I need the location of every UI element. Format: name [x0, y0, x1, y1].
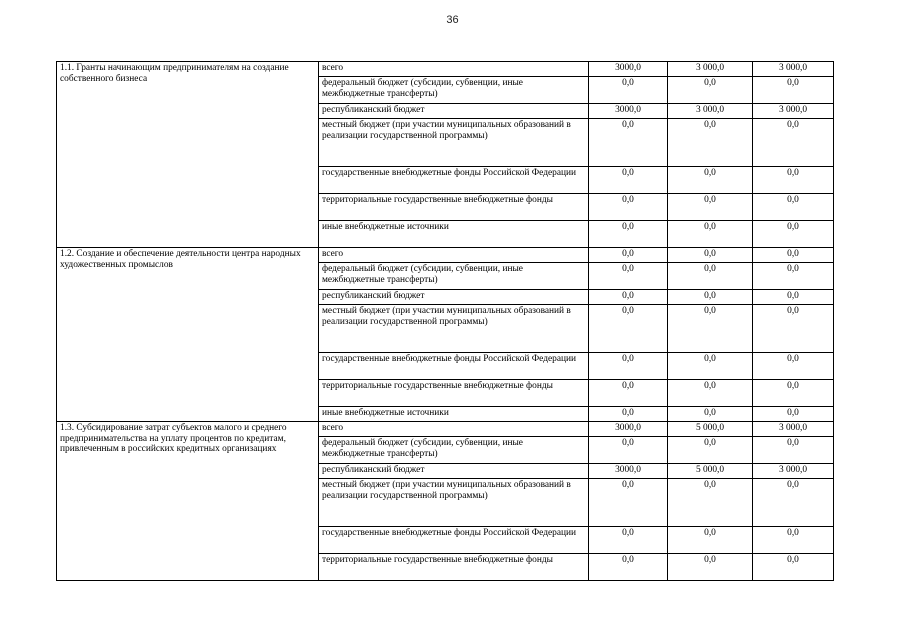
- amount-cell: 0,0: [589, 248, 668, 263]
- amount-cell: 0,0: [753, 77, 834, 104]
- amount-cell: 0,0: [589, 119, 668, 167]
- amount-cell: 0,0: [589, 305, 668, 353]
- amount-cell: 0,0: [668, 380, 753, 407]
- funding-source: республиканский бюджет: [319, 464, 589, 479]
- amount-cell: 0,0: [589, 479, 668, 527]
- amount-cell: 0,0: [753, 119, 834, 167]
- amount-cell: 3 000,0: [753, 464, 834, 479]
- amount-cell: 0,0: [753, 527, 834, 554]
- amount-cell: 0,0: [753, 305, 834, 353]
- amount-cell: 0,0: [589, 527, 668, 554]
- table-row: [57, 422, 834, 437]
- funding-source: территориальные государственные внебюджетные фонды: [319, 380, 589, 407]
- amount-cell: 0,0: [668, 119, 753, 167]
- amount-cell: 0,0: [668, 221, 753, 248]
- funding-source: республиканский бюджет: [319, 104, 589, 119]
- amount-cell: 0,0: [753, 554, 834, 581]
- amount-cell: 0,0: [753, 380, 834, 407]
- amount-cell: 0,0: [753, 221, 834, 248]
- amount-cell: 0,0: [668, 248, 753, 263]
- amount-cell: 0,0: [589, 437, 668, 464]
- funding-source: всего: [319, 422, 589, 437]
- amount-cell: 0,0: [589, 263, 668, 290]
- amount-cell: 0,0: [753, 479, 834, 527]
- funding-source: федеральный бюджет (субсидии, субвенции, иные межбюджетные трансферты): [319, 77, 589, 104]
- amount-cell: 5 000,0: [668, 422, 753, 437]
- budget-table: [56, 61, 834, 581]
- amount-cell: 0,0: [753, 290, 834, 305]
- amount-cell: 0,0: [589, 221, 668, 248]
- funding-source: территориальные государственные внебюджетные фонды: [319, 554, 589, 581]
- amount-cell: 3000,0: [589, 62, 668, 77]
- amount-cell: 3 000,0: [753, 422, 834, 437]
- funding-source: местный бюджет (при участии муниципальных образований в реализации государственной программы): [319, 119, 589, 167]
- amount-cell: 0,0: [668, 527, 753, 554]
- amount-cell: 0,0: [753, 353, 834, 380]
- amount-cell: 0,0: [668, 263, 753, 290]
- measure-title: 1.2. Создание и обеспечение деятельности центра народных художественных промыслов: [57, 248, 319, 422]
- funding-source: иные внебюджетные источники: [319, 221, 589, 248]
- amount-cell: 5 000,0: [668, 464, 753, 479]
- measure-title: 1.3. Субсидирование затрат субъектов малого и среднего предпринимательства на уплату процентов по кредитам, привлеченным в российских кредитных организациях: [57, 422, 319, 581]
- amount-cell: 0,0: [668, 290, 753, 305]
- amount-cell: 0,0: [589, 194, 668, 221]
- amount-cell: 0,0: [668, 194, 753, 221]
- amount-cell: 3 000,0: [668, 62, 753, 77]
- amount-cell: 0,0: [589, 290, 668, 305]
- amount-cell: 0,0: [753, 437, 834, 464]
- amount-cell: 0,0: [589, 167, 668, 194]
- amount-cell: 0,0: [589, 353, 668, 380]
- funding-source: иные внебюджетные источники: [319, 407, 589, 422]
- funding-source: местный бюджет (при участии муниципальных образований в реализации государственной программы): [319, 305, 589, 353]
- page-number: 36: [446, 14, 459, 26]
- amount-cell: 3 000,0: [753, 62, 834, 77]
- amount-cell: 0,0: [668, 77, 753, 104]
- amount-cell: 3000,0: [589, 104, 668, 119]
- amount-cell: 0,0: [753, 248, 834, 263]
- funding-source: всего: [319, 62, 589, 77]
- budget-table-body: [57, 62, 834, 581]
- funding-source: федеральный бюджет (субсидии, субвенции, иные межбюджетные трансферты): [319, 263, 589, 290]
- funding-source: местный бюджет (при участии муниципальных образований в реализации государственной программы): [319, 479, 589, 527]
- amount-cell: 0,0: [668, 437, 753, 464]
- table-row: [57, 62, 834, 77]
- amount-cell: 0,0: [589, 77, 668, 104]
- measure-title: 1.1. Гранты начинающим предпринимателям на создание собственного бизнеса: [57, 62, 319, 248]
- funding-source: государственные внебюджетные фонды Российской Федерации: [319, 353, 589, 380]
- funding-source: республиканский бюджет: [319, 290, 589, 305]
- table-row: [57, 248, 834, 263]
- funding-source: территориальные государственные внебюджетные фонды: [319, 194, 589, 221]
- amount-cell: 0,0: [589, 554, 668, 581]
- amount-cell: 0,0: [753, 194, 834, 221]
- funding-source: всего: [319, 248, 589, 263]
- funding-source: государственные внебюджетные фонды Российской Федерации: [319, 527, 589, 554]
- amount-cell: 0,0: [753, 263, 834, 290]
- amount-cell: 0,0: [668, 353, 753, 380]
- amount-cell: 0,0: [668, 305, 753, 353]
- amount-cell: 3000,0: [589, 422, 668, 437]
- amount-cell: 0,0: [668, 407, 753, 422]
- amount-cell: 0,0: [668, 479, 753, 527]
- amount-cell: 3 000,0: [753, 104, 834, 119]
- funding-source: федеральный бюджет (субсидии, субвенции, иные межбюджетные трансферты): [319, 437, 589, 464]
- amount-cell: 0,0: [753, 167, 834, 194]
- amount-cell: 0,0: [753, 407, 834, 422]
- amount-cell: 0,0: [589, 380, 668, 407]
- amount-cell: 3 000,0: [668, 104, 753, 119]
- amount-cell: 0,0: [589, 407, 668, 422]
- amount-cell: 0,0: [668, 554, 753, 581]
- funding-source: государственные внебюджетные фонды Российской Федерации: [319, 167, 589, 194]
- amount-cell: 0,0: [668, 167, 753, 194]
- amount-cell: 3000,0: [589, 464, 668, 479]
